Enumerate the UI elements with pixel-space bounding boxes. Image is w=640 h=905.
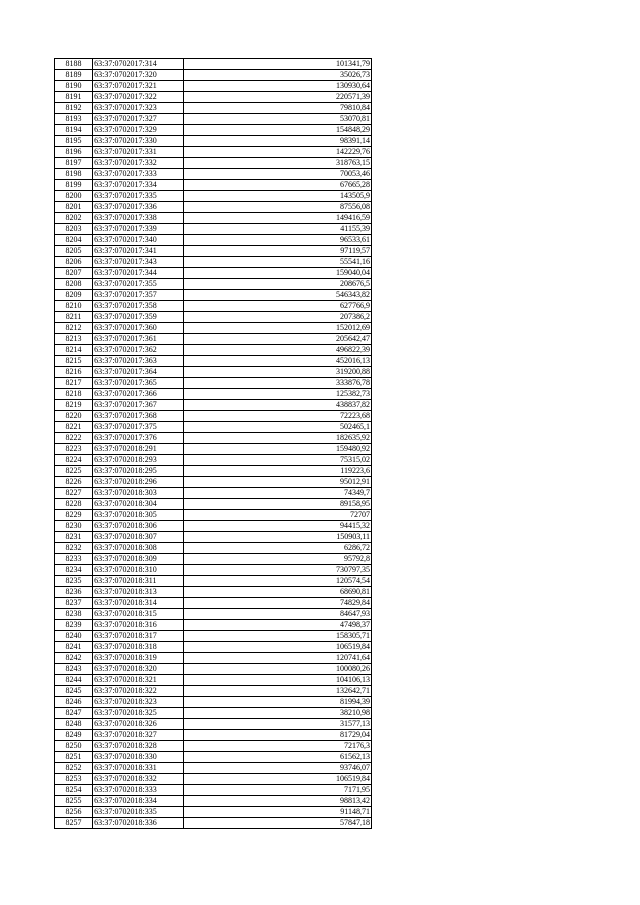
value-cell: 72707 [184, 510, 372, 521]
table-row [55, 444, 372, 455]
cadastral-number-cell: 63:37:0702017:358 [93, 301, 184, 312]
row-number-cell: 8200 [55, 191, 93, 202]
value-cell: 119223,6 [184, 466, 372, 477]
value-cell: 546343,82 [184, 290, 372, 301]
cadastral-number-cell: 63:37:0702017:359 [93, 312, 184, 323]
row-number-cell: 8214 [55, 345, 93, 356]
cadastral-number-cell: 63:37:0702017:366 [93, 389, 184, 400]
row-number-cell: 8250 [55, 741, 93, 752]
row-number-cell: 8215 [55, 356, 93, 367]
row-number-cell: 8229 [55, 510, 93, 521]
table-row [55, 246, 372, 257]
table-row [55, 455, 372, 466]
table-row [55, 257, 372, 268]
value-cell: 207386,2 [184, 312, 372, 323]
cadastral-number-cell: 63:37:0702018:291 [93, 444, 184, 455]
cadastral-number-cell: 63:37:0702018:335 [93, 807, 184, 818]
table-row [55, 719, 372, 730]
value-cell: 57847,18 [184, 818, 372, 829]
table-row [55, 378, 372, 389]
cadastral-number-cell: 63:37:0702018:336 [93, 818, 184, 829]
row-number-cell: 8204 [55, 235, 93, 246]
row-number-cell: 8254 [55, 785, 93, 796]
value-cell: 318763,15 [184, 158, 372, 169]
cadastral-number-cell: 63:37:0702017:329 [93, 125, 184, 136]
row-number-cell: 8239 [55, 620, 93, 631]
cadastral-number-cell: 63:37:0702018:332 [93, 774, 184, 785]
value-cell: 84647,93 [184, 609, 372, 620]
cadastral-number-cell: 63:37:0702017:362 [93, 345, 184, 356]
table-row [55, 323, 372, 334]
row-number-cell: 8235 [55, 576, 93, 587]
row-number-cell: 8213 [55, 334, 93, 345]
table-row [55, 356, 372, 367]
table-row [55, 642, 372, 653]
row-number-cell: 8216 [55, 367, 93, 378]
value-cell: 452016,13 [184, 356, 372, 367]
cadastral-number-cell: 63:37:0702018:319 [93, 653, 184, 664]
table-row [55, 741, 372, 752]
cadastral-number-cell: 63:37:0702017:333 [93, 169, 184, 180]
table-row [55, 752, 372, 763]
value-cell: 159480,92 [184, 444, 372, 455]
cadastral-number-cell: 63:37:0702017:365 [93, 378, 184, 389]
cadastral-number-cell: 63:37:0702018:333 [93, 785, 184, 796]
row-number-cell: 8237 [55, 598, 93, 609]
cadastral-number-cell: 63:37:0702018:296 [93, 477, 184, 488]
row-number-cell: 8188 [55, 59, 93, 70]
value-cell: 730797,35 [184, 565, 372, 576]
row-number-cell: 8211 [55, 312, 93, 323]
value-cell: 120574,54 [184, 576, 372, 587]
table-row [55, 114, 372, 125]
value-cell: 125382,73 [184, 389, 372, 400]
table-row [55, 796, 372, 807]
row-number-cell: 8212 [55, 323, 93, 334]
table-row [55, 653, 372, 664]
value-cell: 6286,72 [184, 543, 372, 554]
table-row [55, 697, 372, 708]
row-number-cell: 8195 [55, 136, 93, 147]
table-row [55, 400, 372, 411]
table-row [55, 103, 372, 114]
cadastral-number-cell: 63:37:0702018:318 [93, 642, 184, 653]
cadastral-number-cell: 63:37:0702018:310 [93, 565, 184, 576]
value-cell: 41155,39 [184, 224, 372, 235]
value-cell: 67665,28 [184, 180, 372, 191]
cadastral-number-cell: 63:37:0702018:315 [93, 609, 184, 620]
row-number-cell: 8225 [55, 466, 93, 477]
value-cell: 47498,37 [184, 620, 372, 631]
table-row [55, 598, 372, 609]
table-row [55, 543, 372, 554]
table-row [55, 213, 372, 224]
value-cell: 97119,57 [184, 246, 372, 257]
cadastral-number-cell: 63:37:0702018:326 [93, 719, 184, 730]
row-number-cell: 8190 [55, 81, 93, 92]
row-number-cell: 8241 [55, 642, 93, 653]
table-row [55, 675, 372, 686]
table-row [55, 125, 372, 136]
value-cell: 142229,76 [184, 147, 372, 158]
value-cell: 94415,32 [184, 521, 372, 532]
value-cell: 89158,95 [184, 499, 372, 510]
table-row [55, 686, 372, 697]
cadastral-number-cell: 63:37:0702018:330 [93, 752, 184, 763]
cadastral-number-cell: 63:37:0702017:330 [93, 136, 184, 147]
table-row [55, 169, 372, 180]
value-cell: 7171,95 [184, 785, 372, 796]
table-row [55, 422, 372, 433]
value-cell: 106519,84 [184, 642, 372, 653]
cadastral-number-cell: 63:37:0702017:322 [93, 92, 184, 103]
table-row [55, 554, 372, 565]
cadastral-number-cell: 63:37:0702018:323 [93, 697, 184, 708]
cadastral-number-cell: 63:37:0702017:375 [93, 422, 184, 433]
cadastral-number-cell: 63:37:0702017:340 [93, 235, 184, 246]
table-row [55, 334, 372, 345]
row-number-cell: 8255 [55, 796, 93, 807]
row-number-cell: 8217 [55, 378, 93, 389]
row-number-cell: 8246 [55, 697, 93, 708]
table-row [55, 576, 372, 587]
cadastral-number-cell: 63:37:0702018:328 [93, 741, 184, 752]
cadastral-number-cell: 63:37:0702018:314 [93, 598, 184, 609]
cadastral-number-cell: 63:37:0702018:311 [93, 576, 184, 587]
cadastral-number-cell: 63:37:0702017:367 [93, 400, 184, 411]
cadastral-number-cell: 63:37:0702017:376 [93, 433, 184, 444]
row-number-cell: 8228 [55, 499, 93, 510]
value-cell: 106519,84 [184, 774, 372, 785]
value-cell: 81729,04 [184, 730, 372, 741]
value-cell: 91148,71 [184, 807, 372, 818]
cadastral-number-cell: 63:37:0702017:314 [93, 59, 184, 70]
row-number-cell: 8194 [55, 125, 93, 136]
cadastral-number-cell: 63:37:0702018:304 [93, 499, 184, 510]
cadastral-number-cell: 63:37:0702018:322 [93, 686, 184, 697]
cadastral-number-cell: 63:37:0702018:320 [93, 664, 184, 675]
value-cell: 502465,1 [184, 422, 372, 433]
row-number-cell: 8198 [55, 169, 93, 180]
row-number-cell: 8230 [55, 521, 93, 532]
value-cell: 158305,71 [184, 631, 372, 642]
value-cell: 96533,61 [184, 235, 372, 246]
row-number-cell: 8191 [55, 92, 93, 103]
table-row [55, 202, 372, 213]
value-cell: 208676,5 [184, 279, 372, 290]
row-number-cell: 8222 [55, 433, 93, 444]
table-row [55, 565, 372, 576]
row-number-cell: 8192 [55, 103, 93, 114]
row-number-cell: 8252 [55, 763, 93, 774]
row-number-cell: 8247 [55, 708, 93, 719]
cadastral-number-cell: 63:37:0702018:334 [93, 796, 184, 807]
row-number-cell: 8242 [55, 653, 93, 664]
table-row [55, 785, 372, 796]
cadastral-number-cell: 63:37:0702017:320 [93, 70, 184, 81]
cadastral-number-cell: 63:37:0702017:368 [93, 411, 184, 422]
table-row [55, 609, 372, 620]
table-row [55, 290, 372, 301]
table-row [55, 158, 372, 169]
table-row [55, 818, 372, 829]
table-row [55, 807, 372, 818]
value-cell: 333876,78 [184, 378, 372, 389]
value-cell: 55541,16 [184, 257, 372, 268]
cadastral-number-cell: 63:37:0702018:327 [93, 730, 184, 741]
cadastral-number-cell: 63:37:0702018:307 [93, 532, 184, 543]
value-cell: 150903,11 [184, 532, 372, 543]
cadastral-number-cell: 63:37:0702018:317 [93, 631, 184, 642]
value-cell: 182635,92 [184, 433, 372, 444]
row-number-cell: 8224 [55, 455, 93, 466]
row-number-cell: 8221 [55, 422, 93, 433]
value-cell: 75315,02 [184, 455, 372, 466]
value-cell: 159040,04 [184, 268, 372, 279]
table-row [55, 367, 372, 378]
table-row [55, 510, 372, 521]
cadastral-number-cell: 63:37:0702017:335 [93, 191, 184, 202]
cadastral-number-cell: 63:37:0702018:305 [93, 510, 184, 521]
table-row [55, 70, 372, 81]
cadastral-number-cell: 63:37:0702017:341 [93, 246, 184, 257]
value-cell: 95792,8 [184, 554, 372, 565]
value-cell: 53070,81 [184, 114, 372, 125]
table-row [55, 433, 372, 444]
table-row [55, 411, 372, 422]
value-cell: 98391,14 [184, 136, 372, 147]
value-cell: 149416,59 [184, 213, 372, 224]
row-number-cell: 8233 [55, 554, 93, 565]
table-row [55, 587, 372, 598]
table-row [55, 620, 372, 631]
value-cell: 152012,69 [184, 323, 372, 334]
value-cell: 220571,39 [184, 92, 372, 103]
table-row [55, 279, 372, 290]
table-row [55, 301, 372, 312]
value-cell: 31577,13 [184, 719, 372, 730]
row-number-cell: 8240 [55, 631, 93, 642]
cadastral-number-cell: 63:37:0702017:334 [93, 180, 184, 191]
row-number-cell: 8202 [55, 213, 93, 224]
row-number-cell: 8249 [55, 730, 93, 741]
row-number-cell: 8234 [55, 565, 93, 576]
table-row [55, 730, 372, 741]
row-number-cell: 8189 [55, 70, 93, 81]
row-number-cell: 8248 [55, 719, 93, 730]
cadastral-number-cell: 63:37:0702018:313 [93, 587, 184, 598]
row-number-cell: 8236 [55, 587, 93, 598]
cadastral-number-cell: 63:37:0702017:357 [93, 290, 184, 301]
cadastral-number-cell: 63:37:0702017:344 [93, 268, 184, 279]
value-cell: 98813,42 [184, 796, 372, 807]
table-row [55, 136, 372, 147]
table-row [55, 631, 372, 642]
value-cell: 120741,64 [184, 653, 372, 664]
value-cell: 72176,3 [184, 741, 372, 752]
row-number-cell: 8203 [55, 224, 93, 235]
cadastral-number-cell: 63:37:0702018:316 [93, 620, 184, 631]
table-row [55, 81, 372, 92]
table-row [55, 532, 372, 543]
row-number-cell: 8207 [55, 268, 93, 279]
row-number-cell: 8209 [55, 290, 93, 301]
table-row [55, 191, 372, 202]
value-cell: 130930,64 [184, 81, 372, 92]
value-cell: 81994,39 [184, 697, 372, 708]
row-number-cell: 8199 [55, 180, 93, 191]
row-number-cell: 8251 [55, 752, 93, 763]
cadastral-number-cell: 63:37:0702018:295 [93, 466, 184, 477]
value-cell: 496822,39 [184, 345, 372, 356]
table-row [55, 477, 372, 488]
value-cell: 72223,68 [184, 411, 372, 422]
cadastral-number-cell: 63:37:0702017:364 [93, 367, 184, 378]
table-row [55, 312, 372, 323]
table-row [55, 345, 372, 356]
table-row [55, 147, 372, 158]
value-cell: 101341,79 [184, 59, 372, 70]
row-number-cell: 8196 [55, 147, 93, 158]
row-number-cell: 8218 [55, 389, 93, 400]
cadastral-number-cell: 63:37:0702017:327 [93, 114, 184, 125]
cadastral-number-cell: 63:37:0702018:303 [93, 488, 184, 499]
value-cell: 438837,82 [184, 400, 372, 411]
table-row [55, 499, 372, 510]
row-number-cell: 8197 [55, 158, 93, 169]
cadastral-number-cell: 63:37:0702018:293 [93, 455, 184, 466]
value-cell: 104106,13 [184, 675, 372, 686]
cadastral-number-cell: 63:37:0702017:323 [93, 103, 184, 114]
value-cell: 68690,81 [184, 587, 372, 598]
table-row [55, 180, 372, 191]
row-number-cell: 8210 [55, 301, 93, 312]
row-number-cell: 8257 [55, 818, 93, 829]
value-cell: 143505,9 [184, 191, 372, 202]
row-number-cell: 8208 [55, 279, 93, 290]
value-cell: 95012,91 [184, 477, 372, 488]
cadastral-number-cell: 63:37:0702017:360 [93, 323, 184, 334]
value-cell: 74349,7 [184, 488, 372, 499]
table-row [55, 708, 372, 719]
table-row [55, 268, 372, 279]
value-cell: 74829,84 [184, 598, 372, 609]
table-row [55, 92, 372, 103]
value-cell: 87556,08 [184, 202, 372, 213]
cadastral-number-cell: 63:37:0702018:309 [93, 554, 184, 565]
value-cell: 132642,71 [184, 686, 372, 697]
row-number-cell: 8206 [55, 257, 93, 268]
row-number-cell: 8205 [55, 246, 93, 257]
value-cell: 627766,9 [184, 301, 372, 312]
cadastral-number-cell: 63:37:0702018:308 [93, 543, 184, 554]
cadastral-number-cell: 63:37:0702017:331 [93, 147, 184, 158]
cadastral-number-cell: 63:37:0702017:343 [93, 257, 184, 268]
value-cell: 79810,84 [184, 103, 372, 114]
value-cell: 70053,46 [184, 169, 372, 180]
row-number-cell: 8245 [55, 686, 93, 697]
cadastral-number-cell: 63:37:0702018:306 [93, 521, 184, 532]
row-number-cell: 8238 [55, 609, 93, 620]
table-row [55, 521, 372, 532]
cadastral-number-cell: 63:37:0702017:338 [93, 213, 184, 224]
row-number-cell: 8223 [55, 444, 93, 455]
row-number-cell: 8201 [55, 202, 93, 213]
cadastral-number-cell: 63:37:0702017:336 [93, 202, 184, 213]
cadastral-value-table [54, 58, 372, 829]
table-row [55, 763, 372, 774]
row-number-cell: 8231 [55, 532, 93, 543]
value-cell: 100080,26 [184, 664, 372, 675]
row-number-cell: 8253 [55, 774, 93, 785]
table-row [55, 235, 372, 246]
row-number-cell: 8226 [55, 477, 93, 488]
row-number-cell: 8220 [55, 411, 93, 422]
table-row [55, 59, 372, 70]
table-row [55, 774, 372, 785]
row-number-cell: 8193 [55, 114, 93, 125]
cadastral-number-cell: 63:37:0702018:331 [93, 763, 184, 774]
value-cell: 154848,29 [184, 125, 372, 136]
cadastral-number-cell: 63:37:0702018:321 [93, 675, 184, 686]
cadastral-number-cell: 63:37:0702017:355 [93, 279, 184, 290]
table-row [55, 488, 372, 499]
row-number-cell: 8219 [55, 400, 93, 411]
row-number-cell: 8227 [55, 488, 93, 499]
row-number-cell: 8256 [55, 807, 93, 818]
value-cell: 205642,47 [184, 334, 372, 345]
value-cell: 35026,73 [184, 70, 372, 81]
table-row [55, 389, 372, 400]
cadastral-number-cell: 63:37:0702017:363 [93, 356, 184, 367]
table-row [55, 224, 372, 235]
row-number-cell: 8232 [55, 543, 93, 554]
cadastral-number-cell: 63:37:0702017:339 [93, 224, 184, 235]
table-row [55, 664, 372, 675]
row-number-cell: 8243 [55, 664, 93, 675]
cadastral-number-cell: 63:37:0702017:321 [93, 81, 184, 92]
cadastral-number-cell: 63:37:0702018:325 [93, 708, 184, 719]
value-cell: 93746,07 [184, 763, 372, 774]
value-cell: 61562,13 [184, 752, 372, 763]
cadastral-number-cell: 63:37:0702017:332 [93, 158, 184, 169]
table-row [55, 466, 372, 477]
value-cell: 319200,88 [184, 367, 372, 378]
cadastral-number-cell: 63:37:0702017:361 [93, 334, 184, 345]
value-cell: 38210,98 [184, 708, 372, 719]
table-body [55, 59, 372, 829]
row-number-cell: 8244 [55, 675, 93, 686]
